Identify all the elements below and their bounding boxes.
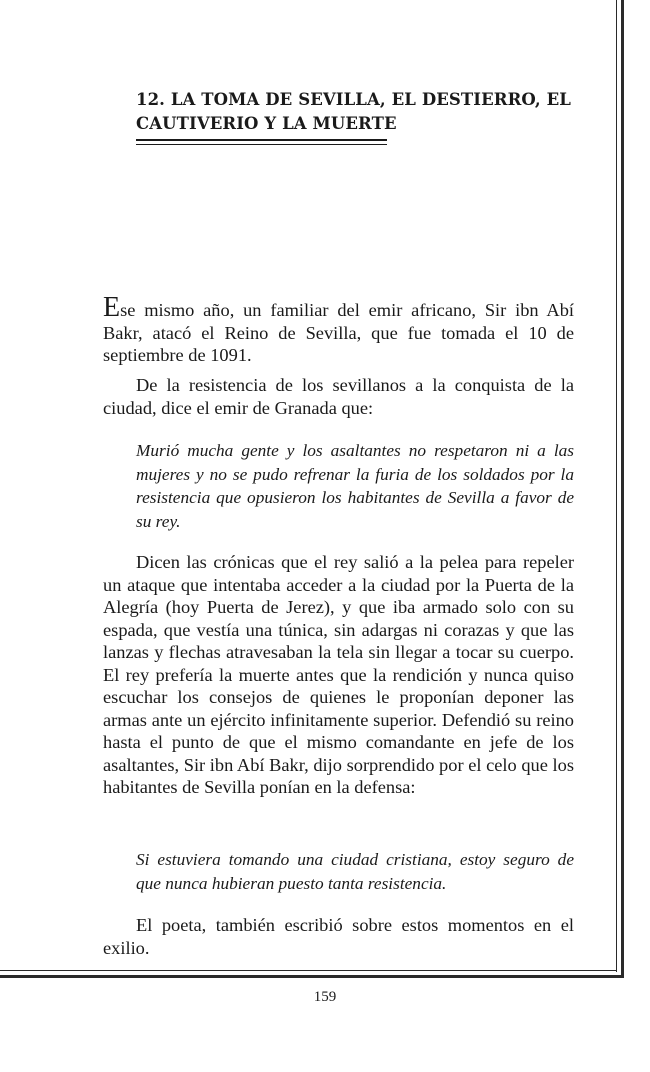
chapter-title: 12. LA TOMA DE SEVILLA, EL DESTIERRO, EL CAUTIVERIO Y LA MUERTE (136, 90, 571, 133)
page-number: 159 (313, 989, 337, 1005)
page-frame-right-outer (621, 0, 624, 978)
page-frame-bottom-inner (0, 970, 617, 971)
paragraph-opening-text: se mismo año, un familiar del emir africano, Sir ibn Abí Bakr, atacó el Reino de Sevilla, que fue tomada el 10 de septiembre de 1091. (103, 300, 574, 365)
paragraph-poet-exile: El poeta, también escribió sobre estos momentos en el exilio. (103, 915, 574, 958)
page-frame-right-inner (616, 0, 617, 972)
quote-sir-ibn-abi-bakr: Si estuviera tomando una ciudad cristiana, estoy seguro de que nunca hubieran puesto tanta resistencia. (136, 850, 574, 893)
paragraph-resistance: De la resistencia de los sevillanos a la conquista de la ciudad, dice el emir de Granada que: (103, 375, 574, 418)
drop-cap: E (103, 292, 121, 323)
chapter-title-underline (136, 139, 387, 145)
page-frame-bottom-outer (0, 975, 624, 978)
paragraph-chronicles: Dicen las crónicas que el rey salió a la pelea para repeler un ataque que intentaba acceder a la ciudad por la Puerta de la Alegría (hoy Puerta de Jerez), y que iba armado solo con su espada, que vestía una túnica, sin adargas ni corazas y que las lanzas y flechas atravesaban la tela sin llegar a tocar su cuerpo. El rey prefería la muerte antes que la rendición y nunca quiso escuchar los consejos de quienes le proponían deponer las armas ante un ejército infinitamente superior. Defendió su reino hasta el punto de que el mismo comandante en jefe de los asaltantes, Sir ibn Abí Bakr, dijo sorprendido por el celo que los habitantes de Sevilla ponían en la defensa: (103, 552, 574, 797)
quote-emir-granada: Murió mucha gente y los asaltantes no respetaron ni a las mujeres y no se pudo refrenar la furia de los soldados por la resistencia que opusieron los habitantes de Sevilla a favor de su rey. (136, 441, 574, 531)
paragraph-opening (103, 292, 574, 367)
